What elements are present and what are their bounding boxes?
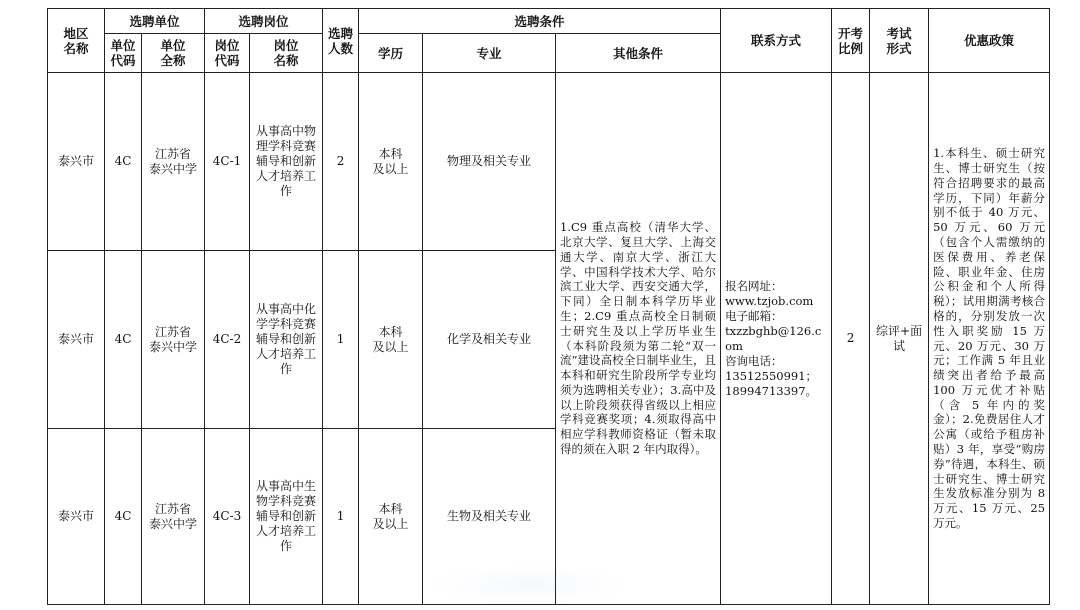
header-exam: 考试 形式 xyxy=(870,9,929,73)
education-cell: 本科 及以上 xyxy=(359,251,423,429)
policy-cell: 1.本科生、硕士研究生、博士研究生（按符合招聘要求的最高学历，下同）年薪分别不低于 40 万元、50 万元、60 万元（包含个人需缴纳的医保费用、养老保险、职业年金、住房公积金和个人所得税）；试用期满考核合格的，分别发放一次性入职奖励 15 万元、20 万元、30 万元；工作满 5 年且业绩突出者给予最高 100 万元优才补贴（含 5 年内的奖金）；2.免费居住人才公寓（或给予租房补贴）3 年，享受“购房券”待遇，本科生、硕士研究生、博士研究生发放标准分别为 8 万元、15 万元、25 万元。 xyxy=(929,73,1050,605)
region-cell: 泰兴市 xyxy=(48,429,105,605)
count-cell: 2 xyxy=(323,73,359,251)
unit-code-cell: 4C xyxy=(105,73,142,251)
header-count: 选聘 人数 xyxy=(323,9,359,73)
other-conditions-cell: 1.C9 重点高校（清华大学、北京大学、复旦大学、上海交通大学、南京大学、浙江大学、中国科学技术大学、哈尔滨工业大学、西安交通大学，下同）全日制本科学历毕业生；2.C9 重点高校全日制硕士研究生及以上学历毕业生（本科阶段须为第二轮“双一流”建设高校全日制毕业生，且本科和研究生阶段所学专业均须为选聘相关专业）；3.高中及以上阶段须获得省级以上相应学科竞赛奖项；4.须取得高中相应学科教师资格证（暂未取得的须在入职 2 年内取得）。 xyxy=(556,73,721,605)
table-row xyxy=(48,73,1050,251)
post-code-cell: 4C-2 xyxy=(205,251,250,429)
header-unit-group: 选聘单位 xyxy=(105,9,205,34)
region-cell: 泰兴市 xyxy=(48,73,105,251)
header-ratio: 开考 比例 xyxy=(832,9,870,73)
header-unit-code: 单位 代码 xyxy=(105,34,142,73)
recruitment-table xyxy=(47,8,1050,605)
header-policy: 优惠政策 xyxy=(929,9,1050,73)
ratio-cell: 2 xyxy=(832,73,870,605)
unit-name-cell: 江苏省 泰兴中学 xyxy=(142,251,205,429)
unit-name-cell: 江苏省 泰兴中学 xyxy=(142,73,205,251)
education-cell: 本科 及以上 xyxy=(359,73,423,251)
header-post-name: 岗位 名称 xyxy=(250,34,323,73)
unit-name-cell: 江苏省 泰兴中学 xyxy=(142,429,205,605)
count-cell: 1 xyxy=(323,429,359,605)
header-education: 学历 xyxy=(359,34,423,73)
header-post-group: 选聘岗位 xyxy=(205,9,323,34)
header-post-code: 岗位 代码 xyxy=(205,34,250,73)
post-name-cell: 从事高中物理学科竞赛辅导和创新人才培养工作 xyxy=(250,73,323,251)
exam-cell: 综评+面试 xyxy=(870,73,929,605)
contact-cell: 报名网址： www.tzjob.com 电子邮箱： txzzbghb@126.com 咨询电话： 13512550991； 18994713397。 xyxy=(721,73,832,605)
header-region-name: 地区 名称 xyxy=(48,9,105,73)
unit-code-cell: 4C xyxy=(105,251,142,429)
region-cell: 泰兴市 xyxy=(48,251,105,429)
post-code-cell: 4C-3 xyxy=(205,429,250,605)
count-cell: 1 xyxy=(323,251,359,429)
header-unit-name: 单位 全称 xyxy=(142,34,205,73)
header-major: 专业 xyxy=(423,34,556,73)
post-code-cell: 4C-1 xyxy=(205,73,250,251)
unit-code-cell: 4C xyxy=(105,429,142,605)
header-contact: 联系方式 xyxy=(721,9,832,73)
education-cell: 本科 及以上 xyxy=(359,429,423,605)
header-other: 其他条件 xyxy=(556,34,721,73)
post-name-cell: 从事高中化学学科竞赛辅导和创新人才培养工作 xyxy=(250,251,323,429)
header-conditions-group: 选聘条件 xyxy=(359,9,721,34)
major-cell: 生物及相关专业 xyxy=(423,429,556,605)
major-cell: 化学及相关专业 xyxy=(423,251,556,429)
post-name-cell: 从事高中生物学科竞赛辅导和创新人才培养工作 xyxy=(250,429,323,605)
major-cell: 物理及相关专业 xyxy=(423,73,556,251)
